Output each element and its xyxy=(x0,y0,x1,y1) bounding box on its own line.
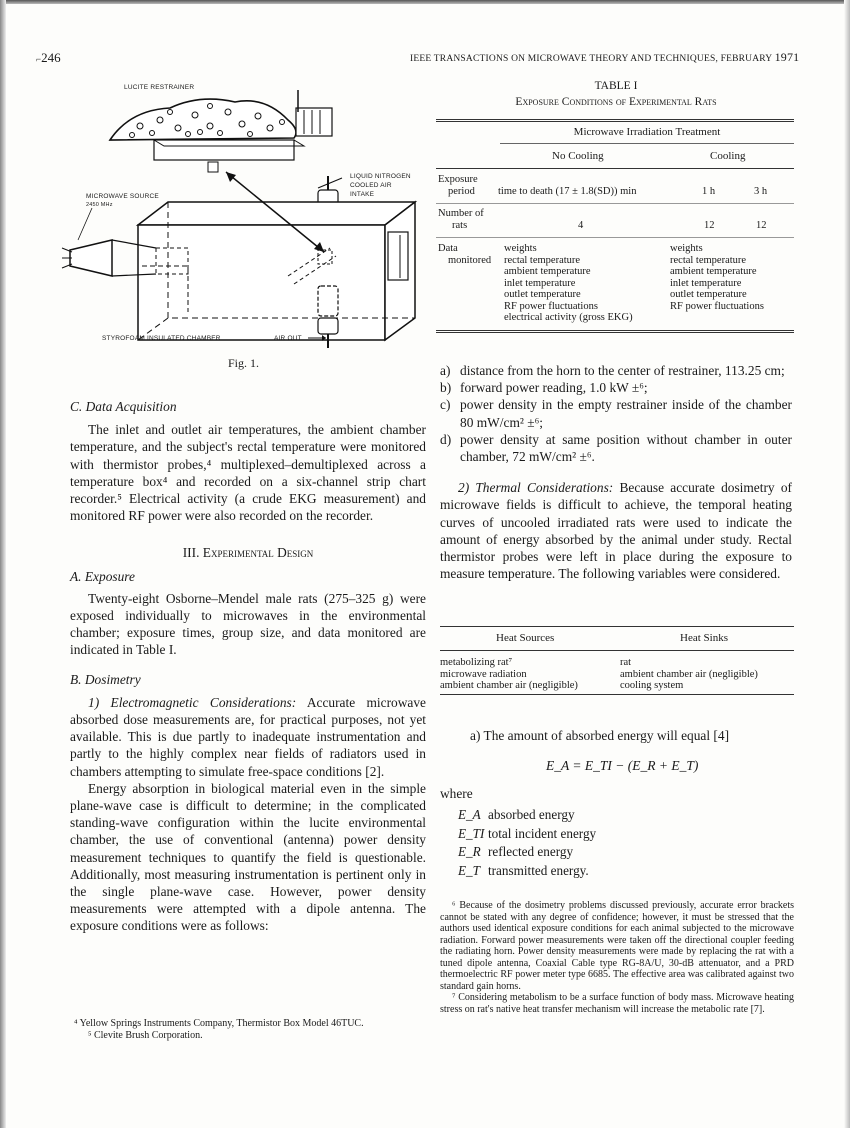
table-1-top-rule xyxy=(436,119,794,120)
table-1-group-header: Microwave Irradiation Treatment xyxy=(573,126,721,138)
heat-table-bottom-rule xyxy=(440,694,794,695)
cell-data-no-cooling: weights rectal temperature ambient temperature inlet temperature outlet temperature RF power fluctuations electrical activity (gross EKG) xyxy=(504,243,633,323)
cell-exposure-no-cooling: time to death (17 ± 1.8(SD)) min xyxy=(498,186,637,197)
section-c-title: C. Data Acquisition xyxy=(70,399,177,414)
definition-item: E_A absorbed energy xyxy=(458,807,575,822)
table-1-bottom-rule xyxy=(436,330,794,331)
scan-right-edge xyxy=(844,0,850,1128)
heat-table-header-rule xyxy=(440,650,794,651)
section-a-paragraph: Twenty-eight Osborne–Mendel male rats (275–325 g) were exposed individually to microwaves in the environmental chamber; exposure times, group size, and data monitored are indicated in Table I. xyxy=(70,590,426,658)
journal-year: 1971 xyxy=(774,50,800,64)
cell-exposure-cooling-2: 3 h xyxy=(754,186,768,197)
cell-number-cooling-2: 12 xyxy=(756,220,767,231)
section-c-paragraph: The inlet and outlet air temperatures, the ambient chamber temperature, and the subject's rectal temperature were monitored with thermistor probes,⁴ multiplexed–demultiplexed across a temperature box⁴ and recorded on a six-channel strip chart recorder.⁵ Electrical activity (a crude EKG measurement) and monitored RF power were also recorded on the recorder. xyxy=(70,422,426,524)
figure-1-caption: Fig. 1. xyxy=(228,356,260,370)
figure-1-diagram xyxy=(60,80,430,355)
exposure-conditions-list xyxy=(440,362,792,582)
label-microwave-source: MICROWAVE SOURCE 2450 MHz xyxy=(86,193,159,208)
table-1-row-exposure: Exposure period xyxy=(438,174,478,197)
heat-sources-list: metabolizing rat⁷ microwave radiation ambient chamber air (negligible) xyxy=(440,657,578,691)
col-header-cooling: Cooling xyxy=(710,150,746,162)
definition-item: E_TI total incident energy xyxy=(458,825,597,841)
absorbed-energy-text: a) The amount of absorbed energy will equal [4] xyxy=(470,728,730,743)
footnotes-right xyxy=(440,900,794,1015)
cell-exposure-cooling-1: 1 h xyxy=(702,186,716,197)
where-label: where xyxy=(440,786,473,801)
table-1-bottom-rule-2 xyxy=(436,332,794,333)
styrofoam-chamber xyxy=(138,202,415,340)
heat-sinks-list: rat ambient chamber air (negligible) cooling system xyxy=(620,657,758,691)
table-1-top-rule-2 xyxy=(436,121,794,122)
table-1-header-rule xyxy=(436,168,794,169)
cell-data-cooling: weights rectal temperature ambient temperature inlet temperature outlet temperature RF power fluctuations xyxy=(670,243,764,312)
footnotes-left xyxy=(74,1018,426,1041)
lucite-restrainer xyxy=(110,90,332,172)
section-a-title: A. Exposure xyxy=(70,568,135,584)
footnote-7: ⁷ Considering metabolism to be a surface function of body mass. Microwave heating stress on rat's native heat transfer mechanism will increase the metabolic rate [7]. xyxy=(440,992,794,1015)
cell-number-no-cooling: 4 xyxy=(578,220,584,231)
table-1-row-number: Number of rats xyxy=(438,208,484,231)
section-3-title: III. Experimental Design xyxy=(182,545,314,561)
heat-sinks-header: Heat Sinks xyxy=(680,632,728,644)
definition-item: E_R reflected energy xyxy=(458,844,574,859)
list-item: d) power density at same position without chamber in outer chamber, 72 mW/cm² ±⁶. xyxy=(440,431,792,465)
table-1-row-rule-1 xyxy=(436,203,794,204)
left-column xyxy=(70,398,426,935)
table-1-title: TABLE I xyxy=(594,80,638,92)
thermal-considerations-paragraph: 2) Thermal Considerations: Because accurate dosimetry of microwave fields is difficult to achieve, the temporal heating curves of uncooled irradiated rats were used to indicate the amount of energy absorbed by the animal under study. Rectal thermistor probes were left in place during the exposure to measure temperature. The following variables were considered. xyxy=(440,480,792,582)
heat-table-top-rule xyxy=(440,626,794,627)
cell-number-cooling-1: 12 xyxy=(704,220,715,231)
footnote-6: ⁶ Because of the dosimetry problems discussed previously, accurate error brackets cannot be stated with any degree of confidence; however, it must be stressed that the authors used identical exposure conditions for each animal subjected to the microwave radiation. Forward power measurements were taken off the directional coupler feeding the radiating horn. Power density measurements were made by replacing the rat with a tuned dipole antenna, Coaxial Cable type RG-8A/U, 30-dB attenuator, and a PRD thermoelectric RF power meter type 6685. The effective area was calibrated against two standard gain horns. xyxy=(440,900,794,992)
heat-sources-header: Heat Sources xyxy=(496,632,555,644)
list-item: a) distance from the horn to the center of restrainer, 113.25 cm; xyxy=(440,363,785,378)
label-lucite-restrainer: LUCITE RESTRAINER xyxy=(124,84,195,91)
symbol-definitions xyxy=(458,806,596,880)
label-styrofoam-chamber: STYROFOAM INSULATED CHAMBER xyxy=(102,335,221,342)
footnote-4: ⁴ Yellow Springs Instruments Company, Thermistor Box Model 46TUC. xyxy=(74,1018,364,1029)
section-b1-paragraph-2: Energy absorption in biological material even in the simple plane-wave case is difficult to determine; in the complicated standing-wave configuration within the lucite environmental chamber, the use of conventional (antenna) power density measurement techniques to quantify the field is questionable. Additionally, most measuring instrumentation is pertinent only in the single plane-wave case. However, power density measurements were attempted with a dipole antenna. The exposure conditions were as follows: xyxy=(70,780,426,934)
scan-left-edge xyxy=(0,0,6,1128)
page-number: ⌐246 xyxy=(36,50,61,65)
label-liquid-nitrogen: LIQUID NITROGEN COOLED AIR INTAKE xyxy=(350,173,411,198)
label-air-out: AIR OUT xyxy=(274,335,302,342)
running-header xyxy=(410,50,799,65)
table-1-row-rule-2 xyxy=(436,237,794,238)
section-b1-paragraph: 1) Electromagnetic Considerations: Accurate microwave absorbed dose measurements are, for practical purposes, not yet available. This is due partly to inadequate instrumentation and partly to the highly complex near fields of radiators used in chambers attempting to simulate free-space conditions [2]. xyxy=(70,694,427,779)
footnote-5: ⁵ Clevite Brush Corporation. xyxy=(88,1029,203,1041)
col-header-no-cooling: No Cooling xyxy=(552,150,604,162)
journal-name: IEEE TRANSACTIONS ON MICROWAVE THEORY AND TECHNIQUES, FEBRUARY xyxy=(410,54,772,64)
table-1-group-rule xyxy=(500,143,794,144)
definition-item: E_T transmitted energy. xyxy=(458,862,589,878)
list-item: c) power density in the empty restrainer inside of the chamber 80 mW/cm² ±⁶; xyxy=(440,397,792,430)
table-1-subtitle: Exposure Conditions of Experimental Rats xyxy=(515,96,717,108)
table-1-row-data: Data monitored xyxy=(438,243,492,266)
absorbed-energy-equation: E_A = E_TI − (E_R + E_T) xyxy=(546,758,699,773)
section-b-title: B. Dosimetry xyxy=(70,671,141,687)
scan-top-edge xyxy=(0,0,850,4)
list-item: b) forward power reading, 1.0 kW ±⁶; xyxy=(440,380,648,396)
